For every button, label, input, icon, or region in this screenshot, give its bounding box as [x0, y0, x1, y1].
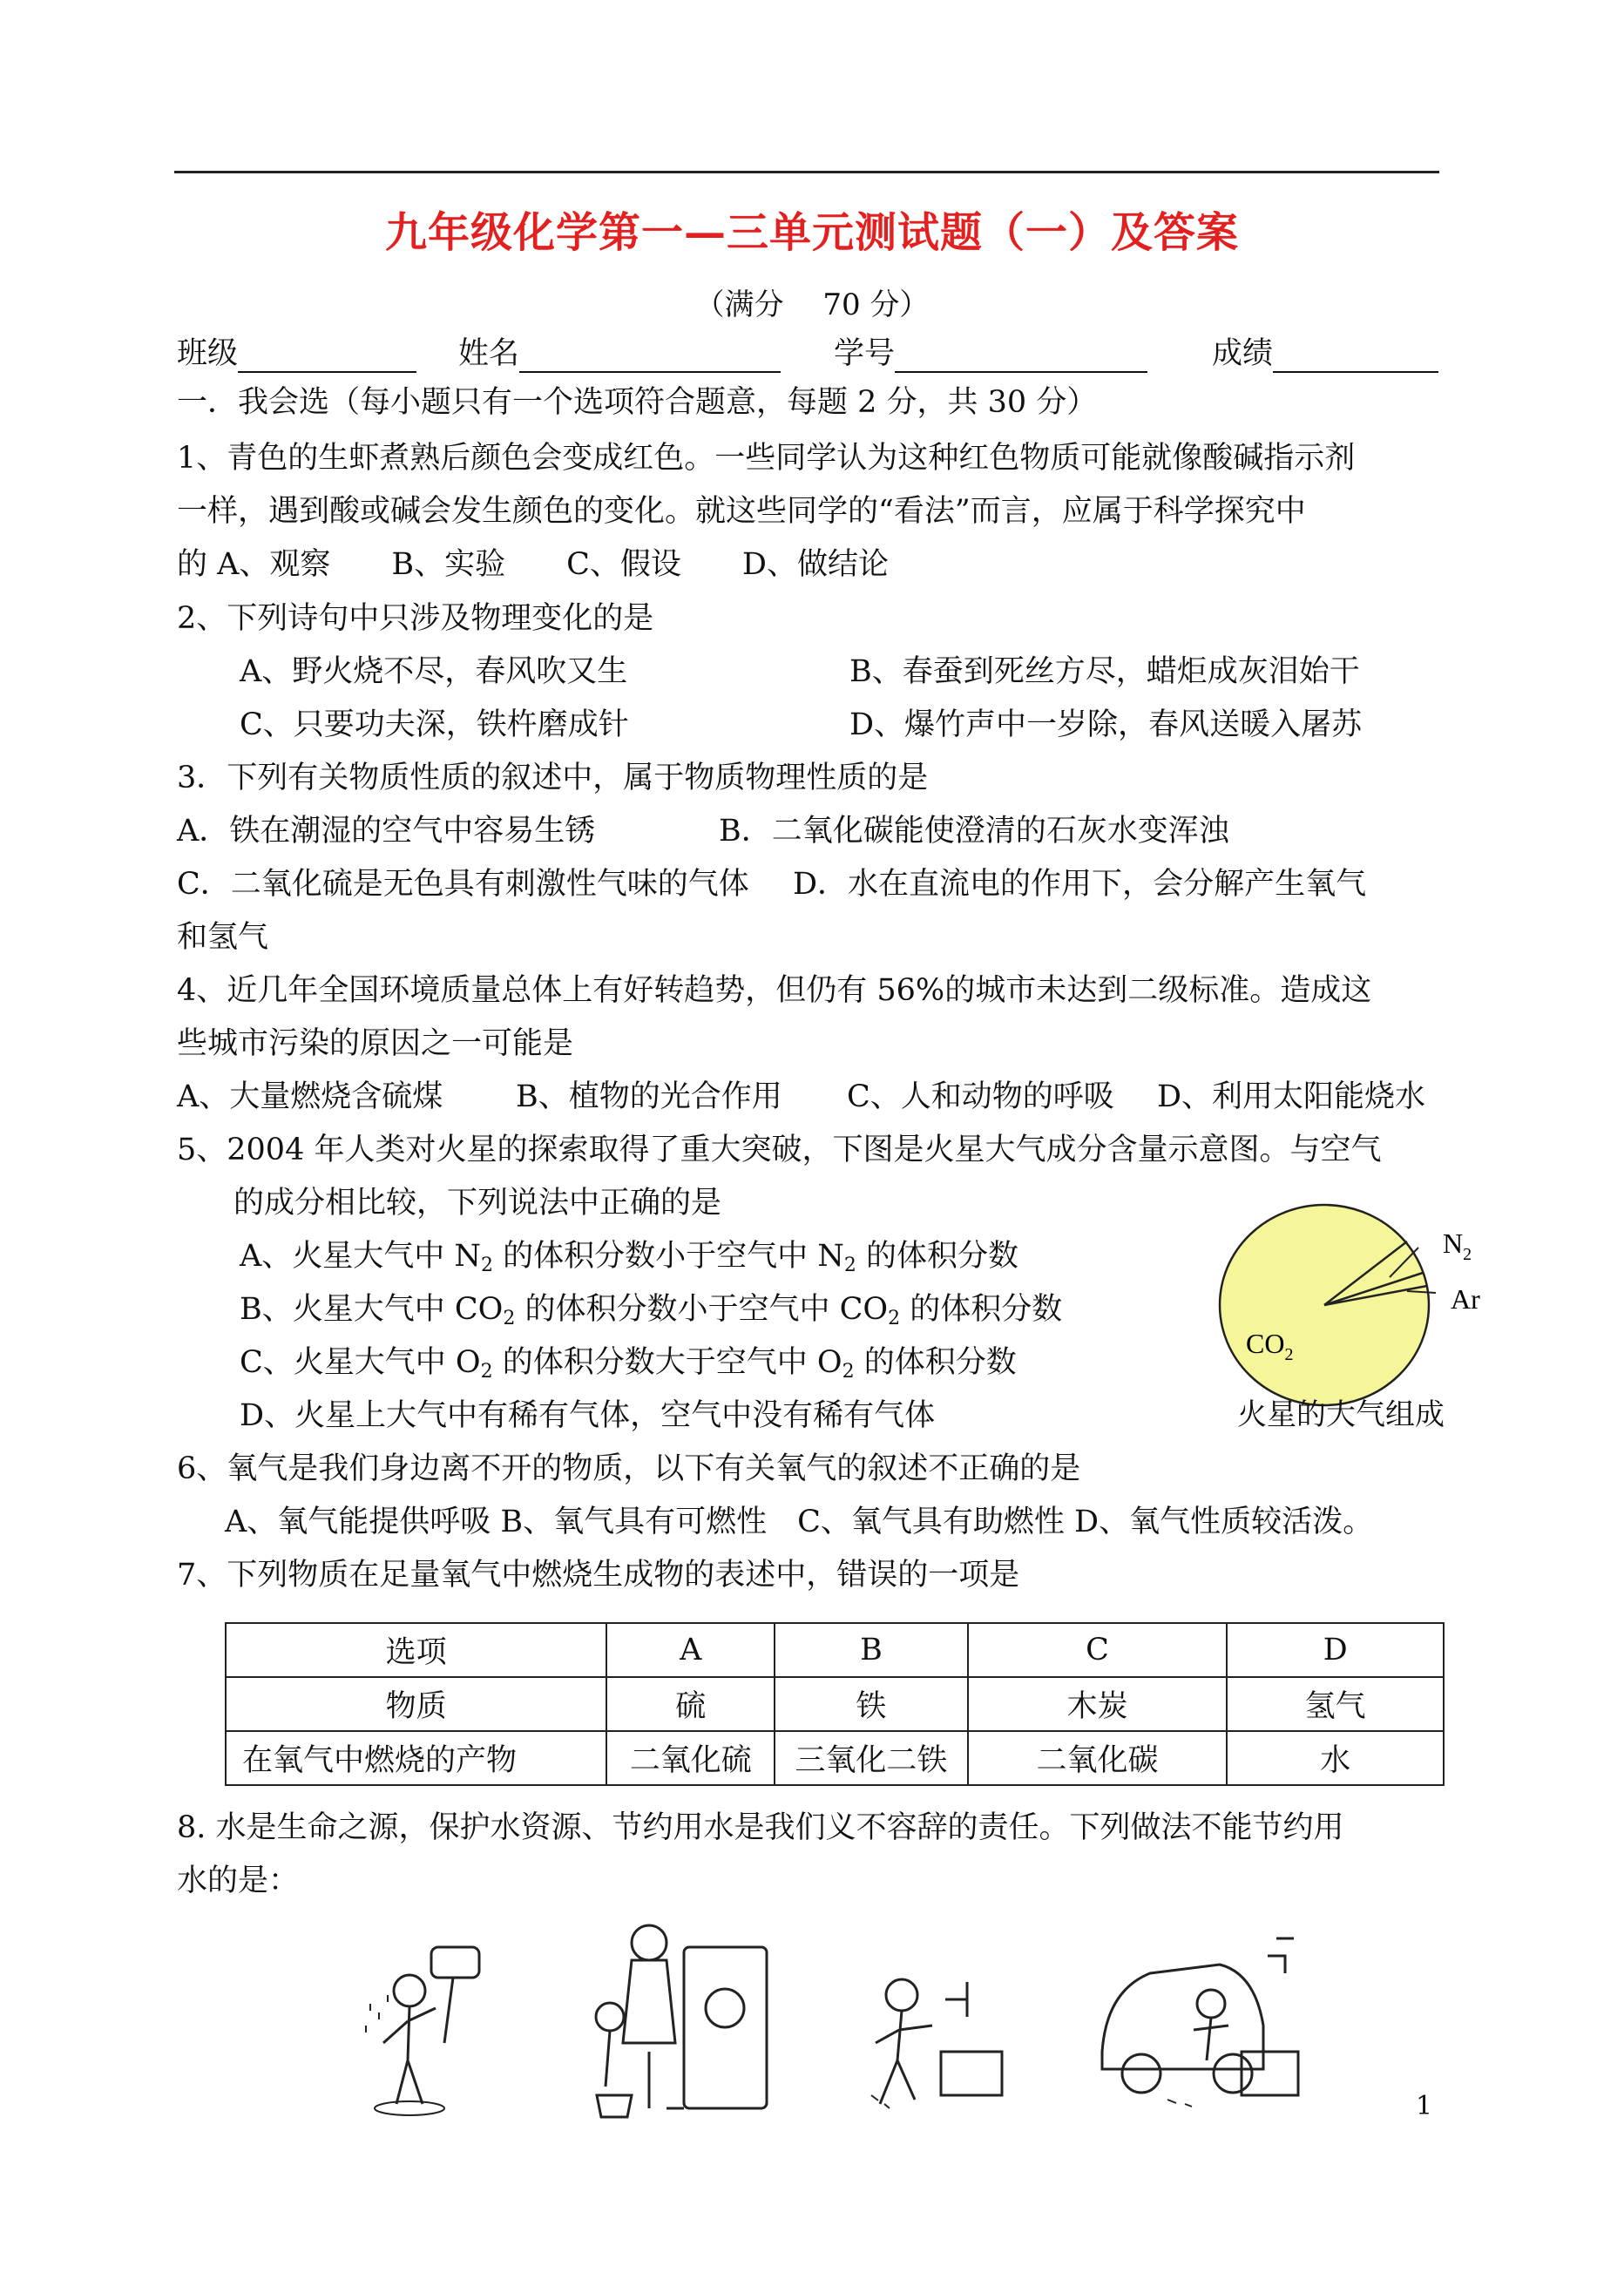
q3-option-d: D．水在直流电的作用下，会分解产生氧气 — [793, 867, 1367, 902]
class-field[interactable] — [177, 329, 416, 373]
figure-caption: 火星的大气组成 — [1237, 1397, 1445, 1432]
page-number: 1 — [1416, 2091, 1433, 2121]
table-cell: 二氧化硫 — [606, 1731, 775, 1785]
ar-label: Ar — [1451, 1283, 1480, 1315]
q6-options: A、氧气能提供呼吸 B、氧气具有可燃性 C、氧气具有助燃性 D、氧气性质较活泼。 — [225, 1505, 1374, 1539]
section-heading: 一．我会选（每小题只有一个选项符合题意，每题 2 分，共 30 分） — [177, 385, 1098, 420]
q1-line-2: 一样，遇到酸或碱会发生颜色的变化。就这些同学的“看法”而言，应属于科学探究中 — [177, 494, 1306, 529]
co2-label: $CO_2$ — [1246, 1328, 1294, 1364]
table-cell: 氢气 — [1227, 1677, 1444, 1731]
page-title: 九年级化学第一—三单元测试题（一）及答案 — [384, 208, 1239, 257]
q6-stem: 6、氧气是我们身边离不开的物质，以下有关氧气的叙述不正确的是 — [177, 1451, 1081, 1486]
q3-option-b: B．二氧化碳能使澄清的石灰水变浑浊 — [719, 814, 1229, 849]
mars-atmosphere-figure — [1202, 1201, 1481, 1410]
student-number-label: 学号 — [834, 336, 896, 371]
q3-option-c: C．二氧化硫是无色具有刺激性气味的气体 — [177, 867, 749, 902]
q5-option-b: B、火星大气中 $CO_2$ 的体积分数小于空气中 $CO_2$ 的体积分数 — [240, 1292, 1063, 1329]
table-cell: 二氧化碳 — [968, 1731, 1228, 1785]
q1-line-3: 的 A、观察 B、实验 C、假设 D、做结论 — [177, 547, 889, 582]
table-cell: B — [775, 1623, 968, 1677]
q5-option-d: D、火星上大气中有稀有气体，空气中没有稀有气体 — [240, 1398, 936, 1433]
table-cell: D — [1227, 1623, 1444, 1677]
q4-line-1: 4、近几年全国环境质量总体上有好转趋势，但仍有 56%的城市未达到二级标准。造成这 — [177, 973, 1372, 1008]
q4-line-2: 些城市污染的原因之一可能是 — [177, 1026, 574, 1061]
table-row — [226, 1731, 1444, 1785]
faucet-illustration — [863, 1965, 1011, 2117]
q3-option-d-continued: 和氢气 — [177, 920, 269, 955]
student-number-blank[interactable] — [895, 338, 1147, 373]
score-label: 成绩 — [1212, 336, 1274, 371]
q3-option-a: A．铁在潮湿的空气中容易生锈 — [177, 814, 596, 849]
q4-option-c: C、人和动物的呼吸 — [847, 1079, 1114, 1114]
table-cell: 在氧气中燃烧的产物 — [226, 1731, 606, 1785]
q7-table — [225, 1622, 1445, 1786]
table-row — [226, 1677, 1444, 1731]
class-blank[interactable] — [238, 338, 416, 373]
table-cell: 选项 — [226, 1623, 606, 1677]
q5-line-2: 的成分相比较，下列说法中正确的是 — [233, 1186, 722, 1221]
q5-line-1: 5、2004 年人类对火星的探索取得了重大突破，下图是火星大气成分含量示意图。与空气 — [177, 1133, 1382, 1167]
q8-line-1: 8. 水是生命之源，保护水资源、节约用水是我们义不容辞的责任。下列做法不能节约用 — [177, 1810, 1344, 1845]
q2-option-d: D、爆竹声中一岁除，春风送暖入屠苏 — [849, 707, 1363, 742]
car-wash-illustration — [1089, 1921, 1307, 2117]
name-field[interactable] — [458, 329, 781, 373]
q3-stem: 3．下列有关物质性质的叙述中，属于物质物理性质的是 — [177, 761, 929, 795]
n2-label: $N_2$ — [1443, 1228, 1472, 1264]
table-cell: C — [968, 1623, 1228, 1677]
q5-option-a: A、火星大气中 $N_2$ 的体积分数小于空气中 $N_2$ 的体积分数 — [240, 1239, 1019, 1276]
class-label: 班级 — [177, 336, 239, 371]
q4-option-d: D、利用太阳能烧水 — [1157, 1079, 1426, 1114]
q7-stem: 7、下列物质在足量氧气中燃烧生成物的表述中，错误的一项是 — [177, 1558, 1020, 1593]
table-cell: 木炭 — [968, 1677, 1228, 1731]
table-cell: A — [606, 1623, 775, 1677]
name-blank[interactable] — [519, 338, 781, 373]
table-row — [226, 1623, 1444, 1677]
student-number-field[interactable] — [834, 329, 1147, 373]
q2-option-a: A、野火烧不尽，春风吹又生 — [240, 654, 628, 689]
q2-option-b: B、春蚕到死丝方尽，蜡炬成灰泪始干 — [849, 654, 1360, 689]
q5-option-c: C、火星大气中 $O_2$ 的体积分数大于空气中 $O_2$ 的体积分数 — [240, 1345, 1017, 1383]
table-cell: 硫 — [606, 1677, 775, 1731]
q8-line-2: 水的是： — [177, 1863, 300, 1898]
q1-line-1: 1、青色的生虾煮熟后颜色会变成红色。一些同学认为这种红色物质可能就像酸碱指示剂 — [177, 441, 1356, 476]
table-cell: 三氧化二铁 — [775, 1731, 968, 1785]
score-blank[interactable] — [1273, 338, 1438, 373]
full-score-note: （满分 70 分） — [694, 287, 930, 322]
name-label: 姓名 — [458, 336, 520, 371]
washing-machine-illustration — [579, 1912, 780, 2126]
q2-stem: 2、下列诗句中只涉及物理变化的是 — [177, 601, 654, 636]
student-info-row — [177, 329, 1442, 373]
q4-option-b: B、植物的光合作用 — [516, 1079, 782, 1114]
q2-option-c: C、只要功夫深，铁杵磨成针 — [240, 707, 629, 742]
score-field[interactable] — [1212, 329, 1438, 373]
table-cell: 水 — [1227, 1731, 1444, 1785]
header-rule — [174, 171, 1439, 173]
q4-option-a: A、大量燃烧含硫煤 — [177, 1079, 443, 1114]
table-cell: 物质 — [226, 1677, 606, 1731]
table-cell: 铁 — [775, 1677, 968, 1731]
shower-illustration — [348, 1938, 505, 2121]
